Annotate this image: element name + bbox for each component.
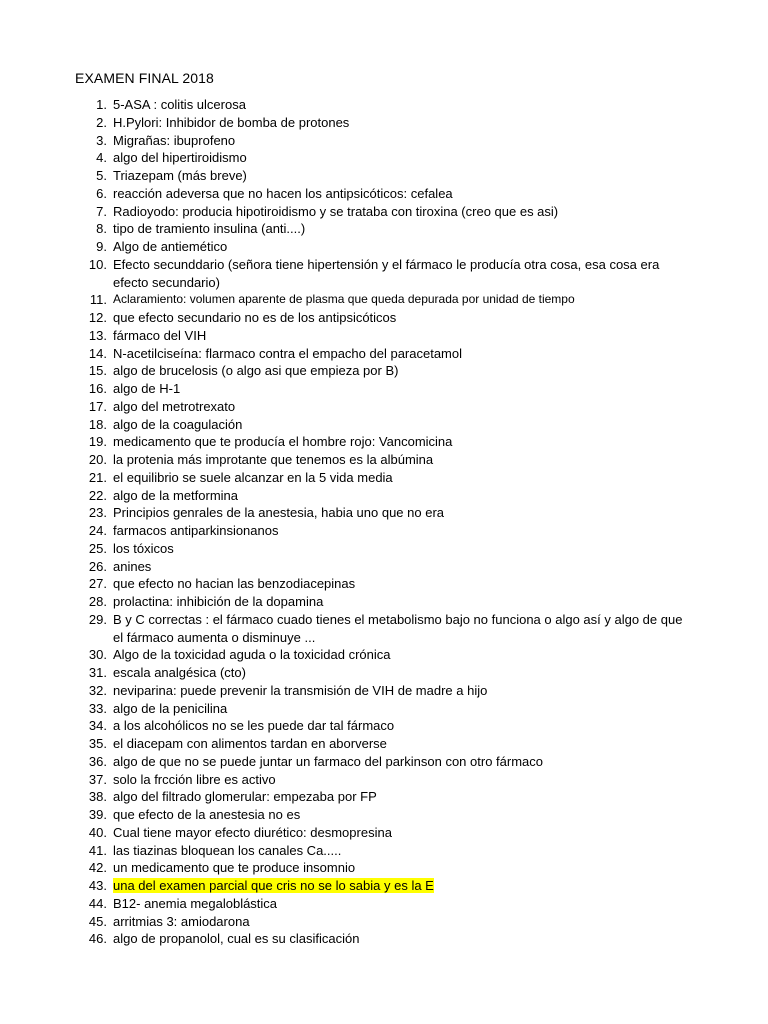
list-item — [0, 913, 768, 931]
list-item — [0, 842, 768, 860]
item-text: fármaco del VIH — [113, 327, 207, 343]
item-number: 12. — [88, 310, 107, 325]
item-number: 40. — [88, 824, 107, 840]
item-text: medicamento que te producía el hombre rojo: Vancomicina — [113, 434, 453, 450]
item-text: a los alcohólicos no se les puede dar tal fármaco — [113, 718, 395, 734]
item-text: la protenia más improtante que tenemos es la albúmina — [113, 452, 434, 467]
item-text: algo de la metformina — [113, 487, 239, 503]
item-number: 45. — [88, 913, 107, 929]
item-text: algo del metrotrexato — [113, 398, 236, 414]
question-list — [0, 96, 768, 948]
item-text: algo del hipertiroidismo — [113, 150, 247, 166]
item-number: 39. — [88, 807, 107, 822]
item-text: arritmias 3: amiodarona — [113, 913, 250, 929]
list-item — [0, 753, 768, 771]
item-number: 31. — [88, 665, 107, 680]
list-item — [0, 575, 768, 593]
item-text: 5-ASA : colitis ulcerosa — [113, 97, 246, 112]
item-text: prolactina: inhibición de la dopamina — [113, 594, 324, 609]
list-item — [0, 220, 768, 238]
item-text — [113, 877, 693, 895]
list-item — [0, 469, 768, 487]
list-item — [0, 416, 768, 434]
item-number: 29. — [88, 611, 107, 627]
item-text: reacción adeversa que no hacen los antipsicóticos: cefalea — [113, 185, 453, 201]
item-text: B12- anemia megaloblástica — [113, 895, 278, 911]
list-item — [0, 362, 768, 380]
list-item — [0, 611, 768, 647]
item-number: 43. — [88, 878, 107, 893]
list-item — [0, 256, 768, 292]
item-number: 6. — [96, 185, 107, 201]
list-item — [0, 327, 768, 345]
list-item — [0, 345, 768, 363]
item-text: Algo de antiemético — [113, 239, 228, 254]
item-number: 34. — [88, 718, 107, 734]
item-number: 33. — [88, 700, 107, 716]
list-item — [0, 203, 768, 221]
item-text: Migrañas: ibuprofeno — [113, 132, 236, 148]
list-item — [0, 806, 768, 824]
item-text: tipo de tramiento insulina (anti....) — [113, 221, 306, 237]
item-number: 44. — [88, 895, 107, 911]
item-text: que efecto secundario no es de los antipsicóticos — [113, 310, 397, 325]
list-item — [0, 149, 768, 167]
list-item — [0, 540, 768, 558]
item-number: 32. — [88, 682, 107, 698]
list-item — [0, 930, 768, 948]
list-item — [0, 771, 768, 789]
item-text: algo de que no se puede juntar un farmaco del parkinson con otro fármaco — [113, 753, 543, 769]
list-item — [0, 291, 768, 309]
list-item — [0, 735, 768, 753]
item-number: 16. — [88, 381, 107, 396]
list-item-highlighted — [0, 877, 768, 895]
highlighted-text: una del examen parcial que cris no se lo sabia y es la E — [113, 878, 434, 893]
list-item — [0, 859, 768, 877]
item-number: 8. — [96, 221, 107, 237]
item-text: que efecto no hacian las benzodiacepinas — [113, 576, 356, 592]
item-number: 36. — [88, 753, 107, 769]
item-text: el diacepam con alimentos tardan en aborverse — [113, 736, 387, 751]
item-number: 23. — [88, 505, 107, 521]
item-number: 19. — [88, 434, 107, 450]
item-text: Triazepam (más breve) — [113, 168, 247, 183]
item-text: Radioyodo: producia hipotiroidismo y se trataba con tiroxina (creo que es asi) — [113, 203, 559, 219]
list-item — [0, 558, 768, 576]
list-item — [0, 504, 768, 522]
item-text: Efecto secunddario (señora tiene hipertensión y el fármaco le producía otra cosa, esa cosa era efecto secundario) — [113, 256, 660, 290]
page-title: EXAMEN FINAL 2018 — [75, 70, 214, 86]
list-item — [0, 487, 768, 505]
item-number: 15. — [88, 363, 107, 379]
list-item — [0, 96, 768, 114]
list-item — [0, 185, 768, 203]
item-number: 35. — [88, 736, 107, 751]
list-item — [0, 114, 768, 132]
list-item — [0, 717, 768, 735]
item-number: 2. — [96, 114, 107, 130]
list-item — [0, 451, 768, 469]
list-item — [0, 380, 768, 398]
item-number: 11. — [89, 292, 107, 308]
list-item — [0, 646, 768, 664]
item-number: 14. — [88, 345, 107, 361]
item-text: algo de H-1 — [113, 381, 181, 396]
list-item — [0, 682, 768, 700]
item-number: 17. — [88, 398, 107, 414]
list-item — [0, 593, 768, 611]
list-item — [0, 700, 768, 718]
item-number: 7. — [96, 203, 107, 219]
item-text: H.Pylori: Inhibidor de bomba de protones — [113, 114, 350, 130]
list-item — [0, 398, 768, 416]
item-number: 37. — [88, 771, 107, 787]
list-item — [0, 433, 768, 451]
item-number: 5. — [96, 168, 107, 183]
item-text: algo de brucelosis (o algo asi que empieza por B) — [113, 363, 399, 379]
item-number: 41. — [88, 842, 107, 858]
list-item — [0, 309, 768, 327]
item-text: las tiazinas bloquean los canales Ca..... — [113, 842, 342, 858]
item-text: Aclaramiento: volumen aparente de plasma que queda depurada por unidad de tiempo — [113, 292, 575, 307]
item-text: N-acetilciseína: flarmaco contra el empacho del paracetamol — [113, 345, 463, 361]
item-text: algo de propanolol, cual es su clasificación — [113, 931, 360, 947]
item-number: 9. — [96, 239, 107, 254]
item-text: que efecto de la anestesia no es — [113, 807, 301, 822]
item-number: 21. — [88, 469, 107, 485]
item-number: 1. — [96, 97, 107, 112]
list-item — [0, 167, 768, 185]
list-item — [0, 522, 768, 540]
item-text: solo la frcción libre es activo — [113, 771, 276, 787]
item-number: 27. — [88, 576, 107, 592]
item-number: 24. — [88, 523, 107, 538]
item-text: los tóxicos — [113, 540, 174, 556]
item-number: 4. — [96, 150, 107, 166]
list-item — [0, 895, 768, 913]
item-text: farmacos antiparkinsionanos — [113, 523, 279, 538]
item-text: algo de la coagulación — [113, 416, 243, 432]
item-number: 3. — [96, 132, 107, 148]
list-item — [0, 824, 768, 842]
item-text: neviparina: puede prevenir la transmisión de VIH de madre a hijo — [113, 682, 488, 698]
item-number: 46. — [88, 931, 107, 947]
item-text: anines — [113, 558, 152, 574]
item-number: 22. — [88, 487, 107, 503]
item-number: 42. — [88, 860, 107, 876]
item-number: 26. — [88, 558, 107, 574]
item-number: 38. — [88, 789, 107, 805]
item-text: un medicamento que te produce insomnio — [113, 860, 356, 876]
item-text: Principios genrales de la anestesia, habia uno que no era — [113, 505, 445, 521]
item-text: Algo de la toxicidad aguda o la toxicidad crónica — [113, 647, 391, 663]
item-text: algo del filtrado glomerular: empezaba por FP — [113, 789, 377, 805]
item-number: 10. — [88, 256, 107, 272]
item-number: 18. — [88, 416, 107, 432]
item-number: 13. — [88, 327, 107, 343]
item-number: 30. — [88, 647, 107, 663]
list-item — [0, 788, 768, 806]
item-text: B y C correctas : el fármaco cuado tienes el metabolismo bajo no funciona o algo así y algo de que el fármaco aumenta o disminuye ... — [113, 611, 683, 645]
item-number: 20. — [88, 452, 107, 467]
item-text: escala analgésica (cto) — [113, 665, 246, 680]
item-number: 28. — [88, 594, 107, 609]
item-text: Cual tiene mayor efecto diurético: desmopresina — [113, 824, 392, 840]
item-number: 25. — [88, 540, 107, 556]
list-item — [0, 238, 768, 256]
list-item — [0, 664, 768, 682]
list-item — [0, 132, 768, 150]
item-text: el equilibrio se suele alcanzar en la 5 vida media — [113, 469, 393, 485]
item-text: algo de la penicilina — [113, 700, 228, 716]
